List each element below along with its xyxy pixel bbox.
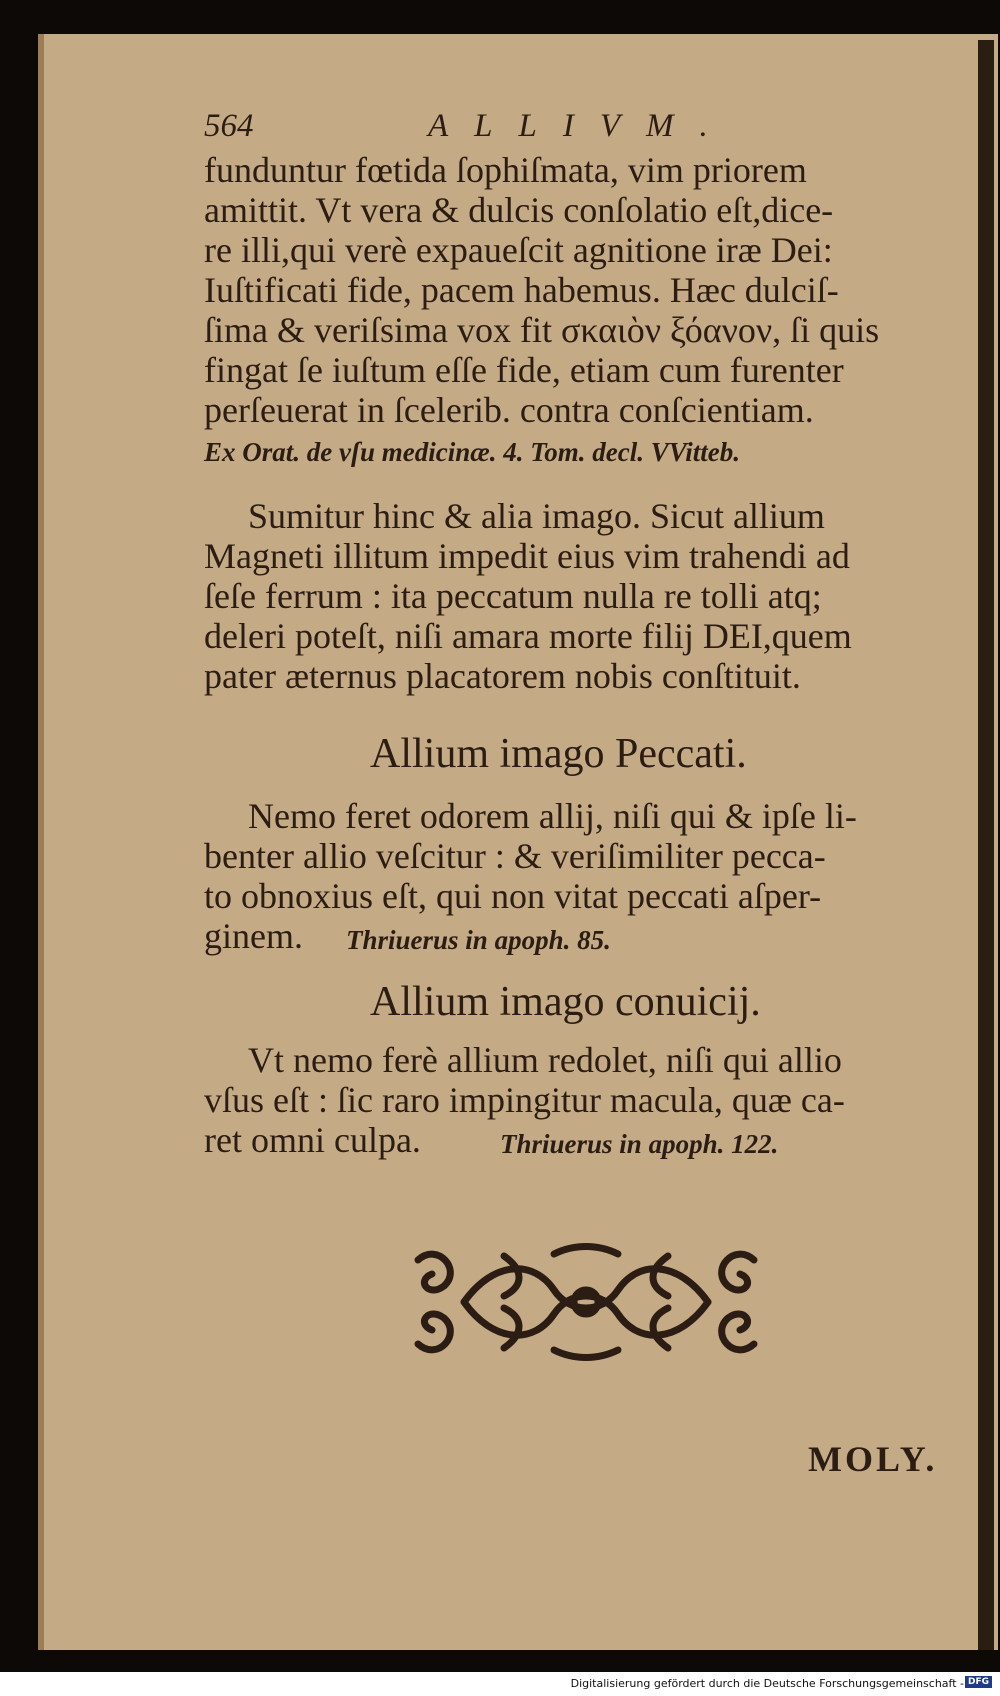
text-line: Nemo feret odorem allij, niſi qui & ipſe li- — [248, 796, 857, 836]
running-title: ALLIVM. — [428, 108, 734, 144]
running-head — [204, 108, 964, 152]
text-line: funduntur fœtida ſophiſmata, vim priorem — [204, 150, 807, 190]
page-number: 564 — [204, 108, 254, 144]
text-line: Vt nemo ferè allium redolet, niſi qui allio — [248, 1040, 842, 1080]
section-heading: Allium imago conuicij. — [370, 979, 761, 1025]
text-line: amittit. Vt vera & dulcis conſolatio eſt,dice- — [204, 190, 834, 230]
text-line: Sumitur hinc & alia imago. Sicut allium — [248, 496, 825, 536]
citation: Ex Orat. de vſu medicinæ. 4. Tom. decl. VVitteb. — [204, 437, 740, 467]
catchword: MOLY. — [808, 1439, 938, 1479]
text-line: ſeſe ferrum : ita peccatum nulla re tolli atq; — [204, 576, 822, 616]
citation: Thriuerus in apoph. 122. — [500, 1129, 779, 1159]
text-line: fingat ſe iuſtum eſſe fide, etiam cum furenter — [204, 350, 844, 390]
text-line: ginem. — [204, 916, 303, 956]
text-line: deleri poteſt, niſi amara morte filij DEI,quem — [204, 616, 852, 656]
text-line: benter allio veſcitur : & veriſimiliter pecca- — [204, 836, 826, 876]
text-line: ſima & veriſsima vox fit σκαιὸν ξόανον, ſi quis — [204, 310, 880, 350]
text-line: pater æternus placatorem nobis conſtituit. — [204, 656, 801, 696]
digitization-footer — [0, 1672, 1000, 1696]
dfg-logo: DFG — [965, 1676, 992, 1688]
text-line: re illi,qui verè expaueſcit agnitione iræ Dei: — [204, 230, 833, 270]
text-line: vſus eſt : ſic raro impingitur macula, quæ ca- — [204, 1080, 845, 1120]
text-line: to obnoxius eſt, qui non vitat peccati aſper- — [204, 876, 822, 916]
footer-text: Digitalisierung gefördert durch die Deutsche Forschungsgemeinschaft - — [570, 1677, 964, 1690]
text-line: Magneti illitum impedit eius vim trahendi ad — [204, 536, 850, 576]
citation: Thriuerus in apoph. 85. — [346, 925, 611, 955]
text-line: Iuſtificati fide, pacem habemus. Hæc dulciſ- — [204, 270, 839, 310]
text-line: ret omni culpa. — [204, 1120, 421, 1160]
section-heading: Allium imago Peccati. — [370, 731, 747, 777]
printers-ornament — [404, 1240, 768, 1364]
text-line: perſeuerat in ſcelerib. contra conſcientiam. — [204, 390, 814, 430]
page-edge — [978, 40, 994, 1650]
